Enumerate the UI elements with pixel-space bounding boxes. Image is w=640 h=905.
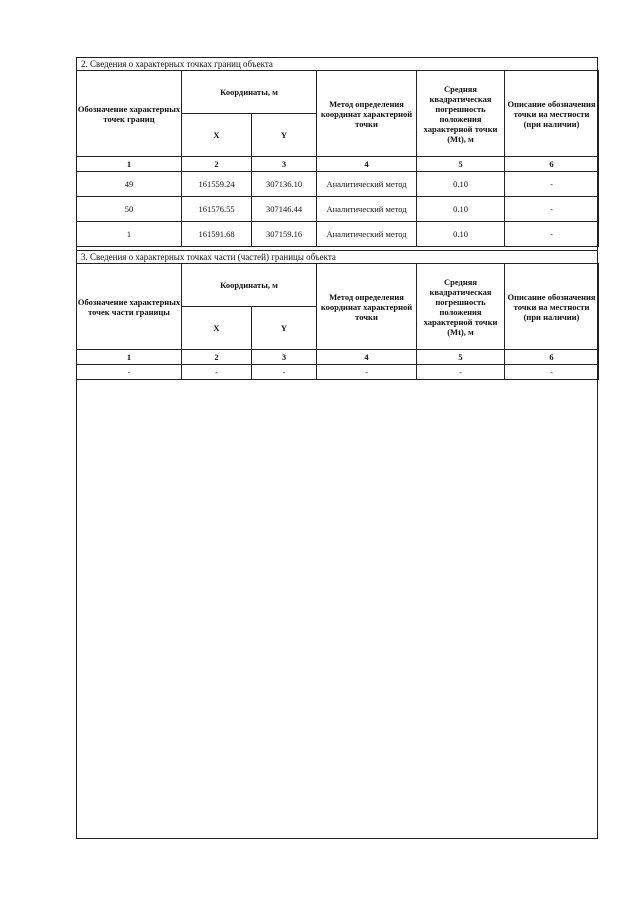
section-2-title: 2. Сведения о характерных точках границ объекта — [76, 57, 598, 71]
error-cell: - — [417, 365, 505, 380]
point-cell: 1 — [77, 222, 182, 247]
y-cell: 307146.44 — [252, 197, 317, 222]
section-3-title: 3. Сведения о характерных точках части (частей) границы объекта — [76, 250, 598, 264]
x-cell: - — [182, 365, 252, 380]
col-point-header: Обозначение характерных точек части границы — [77, 264, 182, 350]
col-method-header: Метод определения координат характерной точки — [317, 264, 417, 350]
desc-cell: - — [505, 222, 599, 247]
method-cell: Аналитический метод — [317, 222, 417, 247]
y-cell: - — [252, 365, 317, 380]
column-number: 2 — [182, 157, 252, 172]
col-x-header: X — [182, 114, 252, 157]
column-number: 6 — [505, 350, 599, 365]
column-numbers-row — [77, 157, 599, 172]
col-y-header: Y — [252, 307, 317, 350]
desc-cell: - — [505, 365, 599, 380]
col-point-header: Обозначение характерных точек границ — [77, 71, 182, 157]
table-header-row — [77, 71, 599, 114]
method-cell: Аналитический метод — [317, 197, 417, 222]
part-boundary-points-table — [76, 263, 599, 380]
column-number: 2 — [182, 350, 252, 365]
col-y-header: Y — [252, 114, 317, 157]
column-number: 3 — [252, 350, 317, 365]
col-error-header: Средняя квадратическая погрешность положения характерной точки (Mt), м — [417, 71, 505, 157]
col-error-header: Средняя квадратическая погрешность положения характерной точки (Mt), м — [417, 264, 505, 350]
column-numbers-row — [77, 350, 599, 365]
boundary-points-table — [76, 70, 599, 247]
desc-cell: - — [505, 197, 599, 222]
column-number: 1 — [77, 350, 182, 365]
col-desc-header: Описание обозначения точки на местности (при наличии) — [505, 71, 599, 157]
x-cell: 161591.68 — [182, 222, 252, 247]
column-number: 4 — [317, 157, 417, 172]
column-number: 5 — [417, 157, 505, 172]
table-row — [77, 197, 599, 222]
error-cell: 0.10 — [417, 172, 505, 197]
column-number: 3 — [252, 157, 317, 172]
col-desc-header: Описание обозначения точки на местности (при наличии) — [505, 264, 599, 350]
y-cell: 307136.10 — [252, 172, 317, 197]
table-row — [77, 172, 599, 197]
table-row — [77, 222, 599, 247]
table-row — [77, 365, 599, 380]
col-method-header: Метод определения координат характерной точки — [317, 71, 417, 157]
y-cell: 307159.16 — [252, 222, 317, 247]
point-cell: 50 — [77, 197, 182, 222]
column-number: 5 — [417, 350, 505, 365]
error-cell: 0.10 — [417, 197, 505, 222]
desc-cell: - — [505, 172, 599, 197]
column-number: 6 — [505, 157, 599, 172]
column-number: 1 — [77, 157, 182, 172]
method-cell: Аналитический метод — [317, 172, 417, 197]
error-cell: 0.10 — [417, 222, 505, 247]
col-x-header: X — [182, 307, 252, 350]
x-cell: 161559.24 — [182, 172, 252, 197]
x-cell: 161576.55 — [182, 197, 252, 222]
point-cell: - — [77, 365, 182, 380]
method-cell: - — [317, 365, 417, 380]
point-cell: 49 — [77, 172, 182, 197]
table-header-row — [77, 264, 599, 307]
col-coords-header: Координаты, м — [182, 71, 317, 114]
col-coords-header: Координаты, м — [182, 264, 317, 307]
column-number: 4 — [317, 350, 417, 365]
